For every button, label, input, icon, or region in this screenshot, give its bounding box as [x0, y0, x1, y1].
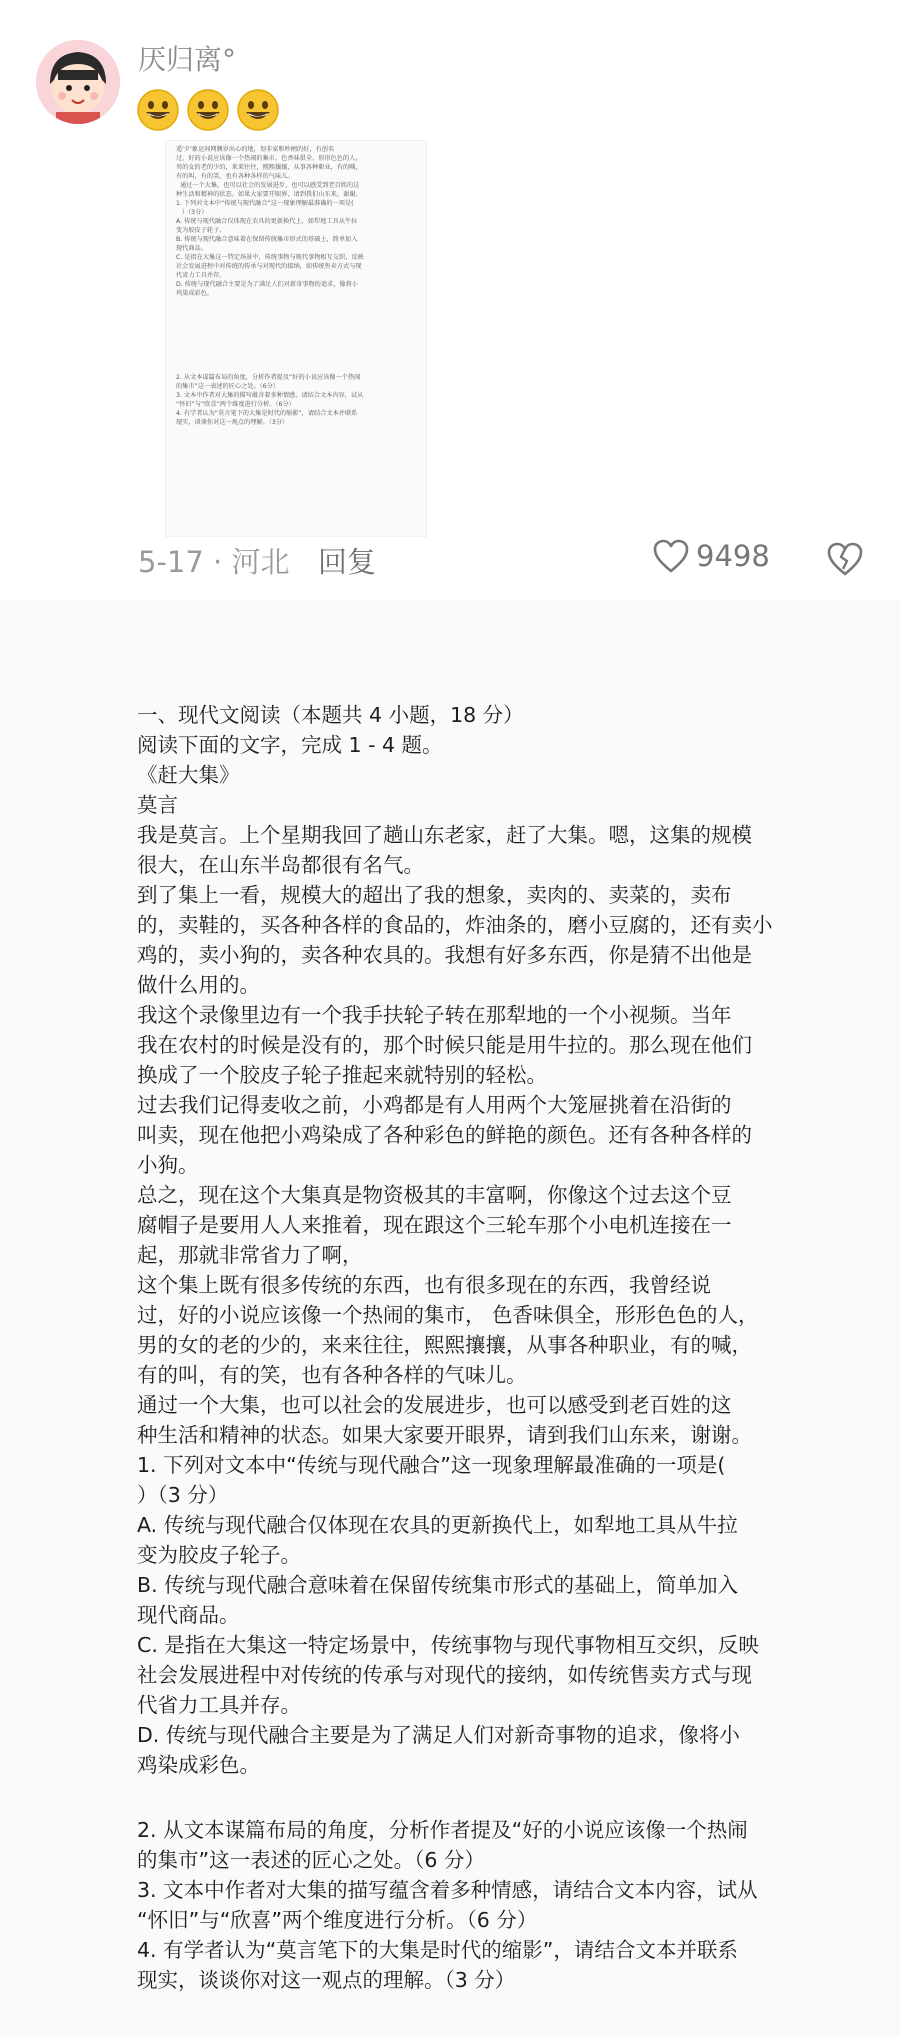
comment-date-location: 5-17 · 河北 — [138, 545, 290, 579]
article-line: 叫卖，现在他把小鸡染成了各种彩色的鲜艳的颜色。还有各种各样的 — [137, 1123, 752, 1147]
article-line: 3. 文本中作者对大集的描写蕴含着多种情感，请结合文本内容，试从 — [137, 1878, 758, 1902]
thumbnail-text-line: ）（3分） — [176, 209, 208, 216]
heart-icon — [652, 538, 690, 574]
thumbnail-text-line: C. 是指在大集这一特定场景中，传统事物与现代事物相互交织，反映 — [176, 254, 364, 261]
article-line: 变为胶皮子轮子。 — [137, 1543, 301, 1567]
dislike-broken-heart-icon[interactable] — [826, 541, 864, 577]
thumbnail-text-line: 2. 从文本谋篇布局的角度，分析作者提及“好的小说应该像一个热闹 — [176, 374, 361, 381]
article-line: 很大，在山东半岛都很有名气。 — [137, 853, 424, 877]
thumbnail-text-line: B. 传统与现代融合意味着在保留传统集市形式的基础上，简单加入 — [176, 236, 358, 243]
article-line: 男的女的老的少的，来来往往，熙熙攘攘，从事各种职业，有的喊， — [137, 1333, 752, 1357]
article-line: 通过一个大集，也可以社会的发展进步，也可以感受到老百姓的这 — [137, 1393, 732, 1417]
thumbnail-text-line: 代省力工具并存。 — [176, 272, 226, 279]
article-line: 1. 下列对文本中“传统与现代融合”这一现象理解最准确的一项是( — [137, 1453, 726, 1477]
thumbnail-text-line: 变为胶皮子轮子。 — [176, 227, 226, 234]
article-author: 莫言 — [137, 793, 178, 817]
emoji-row — [136, 88, 280, 134]
thumbnail-text-line: 现实，谈谈你对这一观点的理解。（3分） — [176, 419, 289, 426]
thumbnail-text-line: D. 传统与现代融合主要是为了满足人们对新奇事物的追求，像将小 — [176, 281, 358, 288]
article-line: 起，那就非常省力了啊， — [137, 1243, 363, 1267]
thumbnail-text-line: 过，好的小说应该像一个热闹的集市，色香味俱全，形形色色的人， — [176, 155, 362, 162]
article-line: 到了集上一看，规模大的超出了我的想象，卖肉的、卖菜的，卖布 — [137, 883, 732, 907]
article-line: 换成了一个胶皮子轮子推起来就特别的轻松。 — [137, 1063, 547, 1087]
section-heading: 一、现代文阅读（本题共 4 小题，18 分） — [137, 703, 524, 727]
reply-button[interactable]: 回复 — [318, 545, 377, 579]
article-line: 总之，现在这个大集真是物资极其的丰富啊，你像这个过去这个豆 — [137, 1183, 732, 1207]
thumbnail-text-line: 的集市”这一表述的匠心之处。（6分） — [176, 383, 280, 390]
article-line: 过，好的小说应该像一个热闹的集市， 色香味俱全，形形色色的人， — [137, 1303, 759, 1327]
article-title: 《赶大集》 — [137, 763, 240, 787]
article-line: 现实，谈谈你对这一观点的理解。（3 分） — [137, 1968, 516, 1992]
avatar[interactable] — [36, 40, 120, 124]
thumbnail-text-line: 社会发展进程中对传统的传承与对现代的接纳，如传统售卖方式与现 — [176, 263, 362, 270]
thumbnail-text-line: 种生活和精神的状态。如果大家要开眼界，请到我们山东来，谢谢。 — [176, 191, 362, 198]
article-line: 2. 从文本谋篇布局的角度，分析作者提及“好的小说应该像一个热闹 — [137, 1818, 748, 1842]
article-line: “怀旧”与“欣喜”两个维度进行分析。（6 分） — [137, 1908, 538, 1932]
article-line: 我这个录像里边有一个我手扶轮子转在那犁地的一个小视频。当年 — [137, 1003, 732, 1027]
thumbnail-text-line: 有的叫，有的笑，也有各种各样的气味儿。 — [176, 173, 294, 180]
grin-emoji-icon — [186, 88, 230, 132]
article-line: B. 传统与现代融合意味着在保留传统集市形式的基础上，简单加入 — [137, 1573, 739, 1597]
thumbnail-text-line: 通过一个大集，也可以社会的发展进步，也可以感受到老百姓的这 — [176, 182, 360, 189]
thumbnail-text-line: 1. 下列对文本中“传统与现代融合”这一现象理解最准确的一项是( — [176, 200, 354, 207]
article-line: 阅读下面的文字，完成 1 - 4 题。 — [137, 733, 443, 757]
comment-card — [0, 0, 900, 600]
attached-image-thumbnail[interactable] — [165, 140, 427, 537]
article-line: 过去我们记得麦收之前，小鸡都是有人用两个大笼屉挑着在沿街的 — [137, 1093, 732, 1117]
article-line: A. 传统与现代融合仅体现在农具的更新换代上，如犁地工具从牛拉 — [137, 1513, 738, 1537]
article-line: 种生活和精神的状态。如果大家要开眼界，请到我们山东来，谢谢。 — [137, 1423, 752, 1447]
article-line: 小狗。 — [137, 1153, 199, 1177]
thumbnail-text-line: “怀旧”与“欣喜”两个维度进行分析。（6分） — [176, 401, 295, 408]
thumbnail-text-bottom — [176, 373, 416, 427]
thumbnail-text-line: 现代商品。 — [176, 245, 207, 252]
article-line: 社会发展进程中对传统的传承与对现代的接纳，如传统售卖方式与现 — [137, 1663, 752, 1687]
article-line: 现代商品。 — [137, 1603, 240, 1627]
article-line: D. 传统与现代融合主要是为了满足人们对新奇事物的追求，像将小 — [137, 1723, 740, 1747]
username[interactable]: 厌归离° — [138, 43, 237, 76]
thumbnail-text-line: 4. 有学者认为“莫言笔下的大集是时代的缩影”，请结合文本并联系 — [176, 410, 358, 417]
grin-emoji-icon — [236, 88, 280, 132]
article-line: 4. 有学者认为“莫言笔下的大集是时代的缩影”，请结合文本并联系 — [137, 1938, 738, 1962]
article-line: 鸡的，卖小狗的，卖各种农具的。我想有好多东西，你是猜不出他是 — [137, 943, 752, 967]
thumbnail-text-line: A. 传统与现代融合仅体现在农具的更新换代上，如犁地工具从牛拉 — [176, 218, 358, 225]
article-line: 我在农村的时候是没有的，那个时候只能是用牛拉的。那么现在他们 — [137, 1033, 752, 1057]
thumbnail-text-line: 鸡染成彩色。 — [176, 290, 214, 297]
article-line: 鸡染成彩色。 — [137, 1753, 260, 1777]
like-button[interactable] — [652, 538, 770, 574]
article-line: 做什么用的。 — [137, 973, 260, 997]
article-line: 的集市”这一表述的匠心之处。（6 分） — [137, 1848, 485, 1872]
like-count: 9498 — [696, 539, 770, 573]
thumbnail-text-line: 3. 文本中作者对大集的描写蕴含着多种情感，请结合文本内容，试从 — [176, 392, 364, 399]
article-line: 这个集上既有很多传统的东西，也有很多现在的东西，我曾经说 — [137, 1273, 711, 1297]
article-content — [0, 600, 900, 2037]
article-line: 有的叫，有的笑，也有各种各样的气味儿。 — [137, 1363, 527, 1387]
thumbnail-text-line: 遥'夕'象运间网膊岁出心的地，划非家和吵闸的好，有创名 — [176, 146, 335, 153]
article-line: 我是莫言。上个星期我回了趟山东老家，赶了大集。嗯，这集的规模 — [137, 823, 752, 847]
grin-emoji-icon — [136, 88, 180, 132]
article-line: 的，卖鞋的，买各种各样的食品的，炸油条的，磨小豆腐的，还有卖小 — [137, 913, 773, 937]
article-line: 腐帽子是要用人人来推着，现在跟这个三轮车那个小电机连接在一 — [137, 1213, 732, 1237]
article-line: ）（3 分） — [137, 1483, 229, 1507]
thumbnail-text-line: 男的女的老的少的，来来往往，熙熙攘攘，从事各种职业，有的喊， — [176, 164, 362, 171]
thumbnail-text-top — [166, 141, 426, 298]
article-line: 代省力工具并存。 — [137, 1693, 301, 1717]
article-line: C. 是指在大集这一特定场景中，传统事物与现代事物相互交织，反映 — [137, 1633, 759, 1657]
